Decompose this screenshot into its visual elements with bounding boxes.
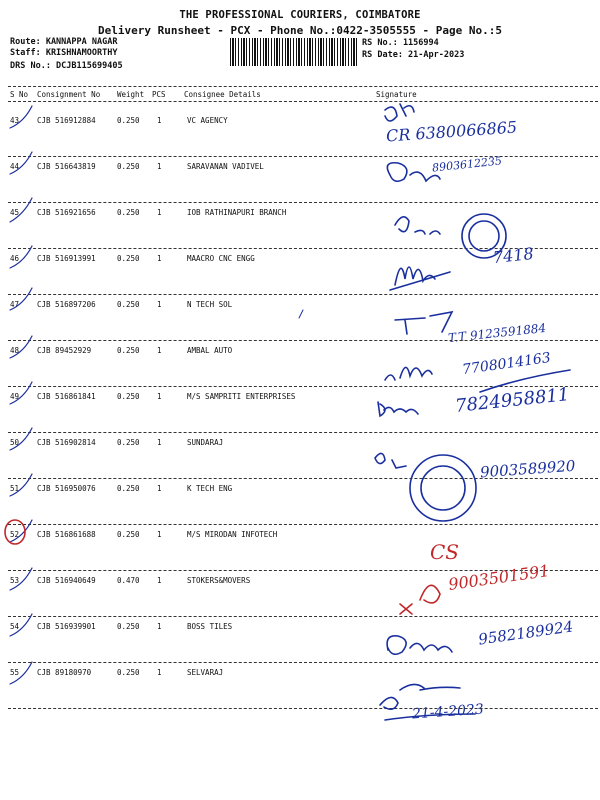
row-pcs: 1: [157, 622, 162, 631]
row-sno: 55: [10, 668, 20, 677]
col-pcs: PCS: [152, 90, 166, 99]
row-weight: 0.250: [117, 438, 140, 447]
row-sno: 46: [10, 254, 20, 263]
row-pcs: 1: [157, 484, 162, 493]
company-title: THE PROFESSIONAL COURIERS, COIMBATORE: [179, 9, 421, 21]
row-pcs: 1: [157, 438, 162, 447]
row-signature: CR 6380066865: [385, 117, 518, 146]
row-signature: 9003589920: [479, 456, 576, 482]
row-consignee: SARAVANAN VADIVEL: [187, 162, 264, 171]
row-consignee: SELVARAJ: [187, 668, 224, 677]
row-signature: 9003501591: [447, 561, 551, 594]
row-pcs: 1: [157, 576, 162, 585]
row-sno: 47: [10, 300, 20, 309]
row-signature: 7418: [492, 243, 535, 268]
col-sno: S No: [10, 90, 29, 99]
row-sno: 52: [10, 530, 20, 539]
row-weight: 0.250: [117, 162, 140, 171]
row-signature: 7708014163: [461, 349, 552, 379]
row-sno: 50: [10, 438, 20, 447]
row-consignment-no: CJB 516921656: [37, 208, 96, 217]
row-consignee: N TECH SOL: [187, 300, 233, 309]
signature-mark-54: [387, 636, 452, 654]
row-sno: 43: [10, 116, 20, 125]
col-weight: Weight: [117, 90, 145, 99]
row-sno: 53: [10, 576, 20, 585]
row-signature: CS: [430, 540, 460, 564]
signature-mark-46: [390, 267, 450, 290]
row-consignment-no: CJB 89452929: [37, 346, 92, 355]
row-pcs: 1: [157, 208, 162, 217]
row-consignee: M/S MIRODAN INFOTECH: [187, 530, 278, 539]
row-sno: 51: [10, 484, 20, 493]
col-consignee: Consignee Details: [184, 90, 261, 99]
row-consignee: IOB RATHINAPURI BRANCH: [187, 208, 287, 217]
row52-circle: [5, 520, 25, 544]
row-signature: T.T 9123591884: [447, 320, 547, 346]
row-pcs: 1: [157, 162, 162, 171]
row-weight: 0.250: [117, 668, 140, 677]
signature-mark-55: [380, 684, 460, 709]
signature-mark-50: [375, 453, 406, 468]
drs-number: DRS No.: DCJB115699405: [10, 61, 123, 71]
row-pcs: 1: [157, 300, 162, 309]
signature-mark-45: [395, 217, 440, 234]
row-sno: 54: [10, 622, 20, 631]
row-sno: 48: [10, 346, 20, 355]
row-pcs: 1: [157, 392, 162, 401]
company-stamp: [410, 455, 476, 521]
row-weight: 0.250: [117, 392, 140, 401]
row-pcs: 1: [157, 668, 162, 677]
row-consignee: AMBAL AUTO: [187, 346, 233, 355]
signature-mark-53: [400, 585, 440, 614]
row-signature: 21-4-2023: [411, 701, 485, 723]
row-weight: 0.250: [117, 530, 140, 539]
row-consignment-no: CJB 516913991: [37, 254, 96, 263]
col-consignment: Consignment No: [37, 90, 101, 99]
col-signature: Signature: [376, 90, 417, 99]
row-sno: 45: [10, 208, 20, 217]
row-sno: 49: [10, 392, 20, 401]
row-weight: 0.250: [117, 254, 140, 263]
row-consignment-no: CJB 516861841: [37, 392, 96, 401]
row-weight: 0.250: [117, 300, 140, 309]
row-pcs: 1: [157, 346, 162, 355]
signature-mark-43: [385, 104, 414, 121]
route-label: Route: KANNAPPA NAGAR: [10, 37, 118, 47]
row-consignee: VC AGENCY: [187, 116, 228, 125]
row-pcs: 1: [157, 530, 162, 539]
row-consignment-no: CJB 516950076: [37, 484, 96, 493]
row-consignment-no: CJB 516939901: [37, 622, 96, 631]
row-consignment-no: CJB 516897206: [37, 300, 96, 309]
row-weight: 0.250: [117, 484, 140, 493]
row-sno: 44: [10, 162, 20, 171]
runsheet-title: Delivery Runsheet - PCX - Phone No.:0422-3505555 - Page No.:5: [98, 24, 502, 37]
row-consignee: BOSS TILES: [187, 622, 233, 631]
row-consignment-no: CJB 516861688: [37, 530, 96, 539]
row-consignment-no: CJB 516643819: [37, 162, 96, 171]
row-weight: 0.250: [117, 208, 140, 217]
row-consignee: STOKERS&MOVERS: [187, 576, 251, 585]
signature-mark-44: [387, 163, 440, 182]
row-consignee: MAACRO CNC ENGG: [187, 254, 255, 263]
rs-number: RS No.: 1156994: [362, 38, 439, 48]
row-signature: 8903612235: [431, 154, 503, 175]
row-pcs: 1: [157, 254, 162, 263]
row-consignment-no: CJB 89180970: [37, 668, 92, 677]
signature-mark-48: [385, 367, 432, 380]
signature-mark-49: [378, 402, 418, 416]
row-pcs: 1: [157, 116, 162, 125]
row-consignee: SUNDARAJ: [187, 438, 224, 447]
staff-label: Staff: KRISHNAMOORTHY: [10, 48, 118, 58]
row-signature: 9582189924: [477, 617, 575, 649]
signature-mark-47: [395, 312, 452, 334]
row-weight: 0.250: [117, 346, 140, 355]
row-consignment-no: CJB 516912884: [37, 116, 96, 125]
row-weight: 0.250: [117, 622, 140, 631]
rs-date: RS Date: 21-Apr-2023: [362, 50, 465, 60]
row-weight: 0.470: [117, 576, 140, 585]
row-consignee: M/S SAMPRITI ENTERPRISES: [187, 392, 296, 401]
row-signature: 7824958811: [454, 384, 571, 417]
row-consignee: K TECH ENG: [187, 484, 233, 493]
row-weight: 0.250: [117, 116, 140, 125]
row-consignment-no: CJB 516940649: [37, 576, 96, 585]
row-consignment-no: CJB 516902814: [37, 438, 96, 447]
